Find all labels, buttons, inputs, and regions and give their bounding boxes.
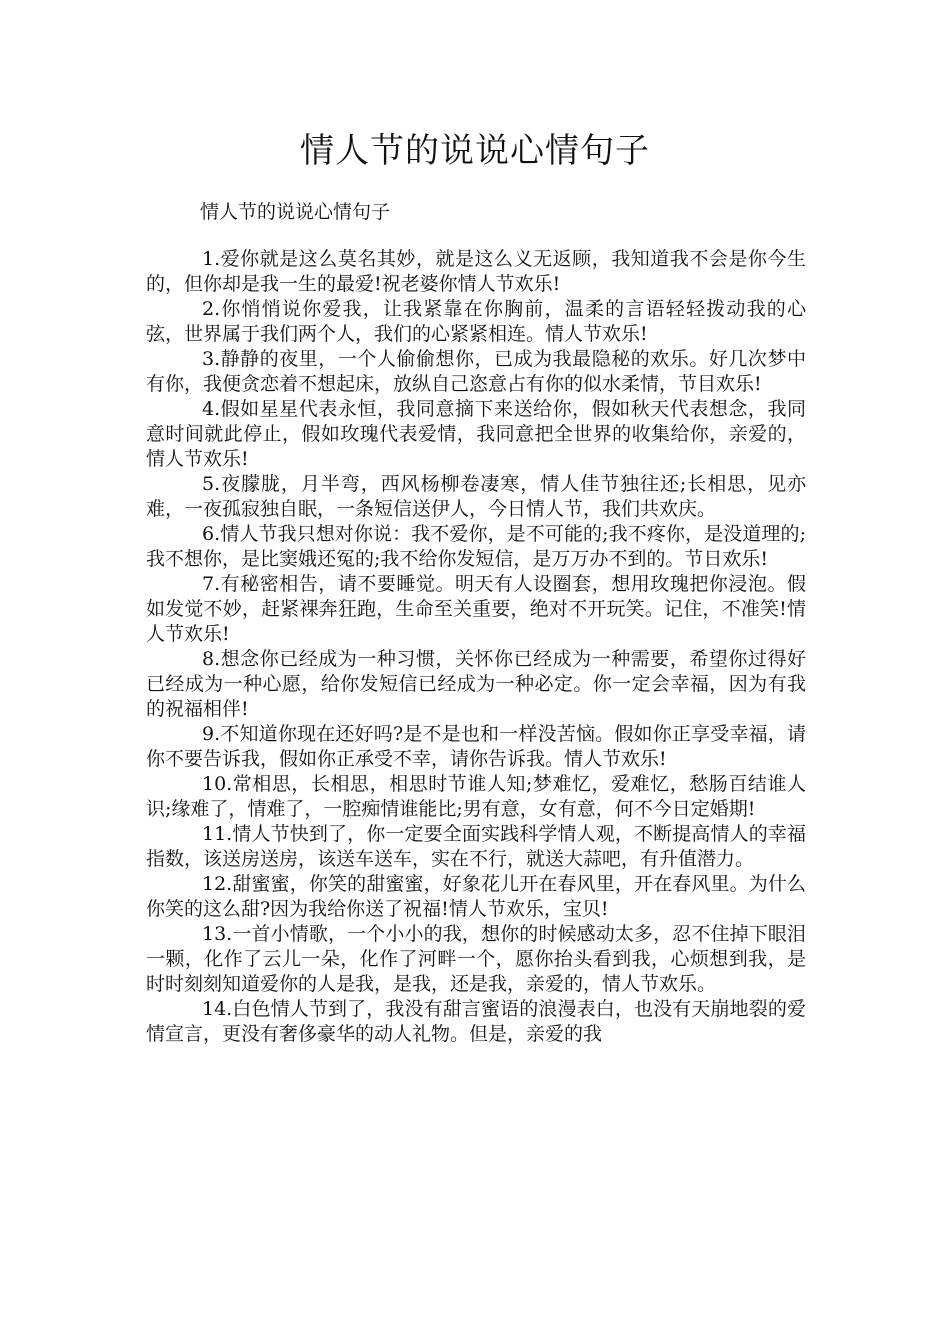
paragraph-7: 7.有秘密相告，请不要睡觉。明天有人设圈套，想用玫瑰把你浸泡。假如发觉不妙，赶紧裸奔狂跑，生命至关重要，绝对不开玩笑。记住，不准笑!情人节欢乐! bbox=[146, 573, 806, 645]
paragraph-13: 13.一首小情歌，一个小小的我，想你的时候感动太多，忍不住掉下眼泪一颗，化作了云儿一朵，化作了河畔一个，愿你抬头看到我，心烦想到我，是时时刻刻知道爱你的人是我，是我，还是我，亲爱的，情人节欢乐。 bbox=[146, 923, 806, 995]
paragraph-11: 11.情人节快到了，你一定要全面实践科学情人观，不断提高情人的幸福指数，该送房送房，该送车送车，实在不行，就送大蒜吧，有升值潜力。 bbox=[146, 823, 806, 870]
document-subtitle: 情人节的说说心情句子 bbox=[200, 201, 391, 223]
paragraph-1: 1.爱你就是这么莫名其妙，就是这么义无返顾，我知道我不会是你今生的，但你却是我一生的最爱!祝老婆你情人节欢乐! bbox=[146, 248, 806, 295]
paragraph-3: 3.静静的夜里，一个人偷偷想你，已成为我最隐秘的欢乐。好几次梦中有你，我便贪恋着不想起床，放纵自己恣意占有你的似水柔情，节目欢乐! bbox=[146, 348, 806, 395]
paragraph-2: 2.你悄悄说你爱我，让我紧靠在你胸前，温柔的言语轻轻拨动我的心弦，世界属于我们两个人，我们的心紧紧相连。情人节欢乐! bbox=[146, 298, 806, 345]
paragraph-10: 10.常相思，长相思，相思时节谁人知;梦难忆，爱难忆，愁肠百结谁人识;缘难了，情难了，一腔痴情谁能比;男有意，女有意，何不今日定婚期! bbox=[146, 773, 806, 820]
document-body bbox=[146, 247, 806, 1047]
paragraph-5: 5.夜朦胧，月半弯，西风杨柳卷凄寒，情人佳节独往还;长相思，见亦难，一夜孤寂独自眠，一条短信送伊人，今日情人节，我们共欢庆。 bbox=[146, 473, 806, 520]
paragraph-12: 12.甜蜜蜜，你笑的甜蜜蜜，好象花儿开在春风里，开在春风里。为什么你笑的这么甜?因为我给你送了祝福!情人节欢乐，宝贝! bbox=[146, 873, 806, 920]
paragraph-9: 9.不知道你现在还好吗?是不是也和一样没苦恼。假如你正享受幸福，请你不要告诉我，假如你正承受不幸，请你告诉我。情人节欢乐! bbox=[146, 723, 806, 770]
document-title: 情人节的说说心情句子 bbox=[300, 131, 650, 171]
paragraph-6: 6.情人节我只想对你说：我不爱你，是不可能的;我不疼你，是没道理的;我不想你，是比窦娥还冤的;我不给你发短信，是万万办不到的。节日欢乐! bbox=[146, 523, 806, 570]
paragraph-14: 14.白色情人节到了，我没有甜言蜜语的浪漫表白，也没有天崩地裂的爱情宣言，更没有奢侈豪华的动人礼物。但是，亲爱的我 bbox=[146, 998, 806, 1045]
paragraph-4: 4.假如星星代表永恒，我同意摘下来送给你，假如秋天代表想念，我同意时间就此停止，假如玫瑰代表爱情，我同意把全世界的收集给你，亲爱的，情人节欢乐! bbox=[146, 398, 806, 470]
paragraph-8: 8.想念你已经成为一种习惯，关怀你已经成为一种需要，希望你过得好已经成为一种心愿，给你发短信已经成为一种必定。你一定会幸福，因为有我的祝福相伴! bbox=[146, 648, 806, 720]
